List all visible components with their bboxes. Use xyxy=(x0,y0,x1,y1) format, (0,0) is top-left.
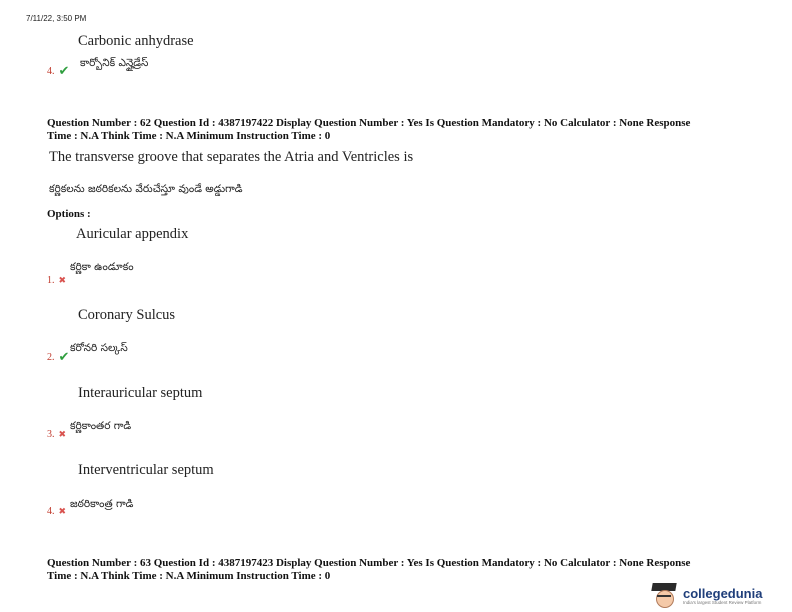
cross-icon: ✖ xyxy=(58,429,67,440)
question-62-meta xyxy=(47,117,767,143)
prev-option-english: Carbonic anhydrase xyxy=(78,33,194,49)
option-2-telugu: కరోనరి సల్కస్ xyxy=(70,342,128,354)
option-4-marker xyxy=(47,506,66,517)
question-meta-line-1: Question Number : 63 Question Id : 4387197423 Display Question Number : Yes Is Question Mandatory : No Calculator : None Response xyxy=(47,557,691,569)
question-meta-line-2: Time : N.A Think Time : N.A Minimum Instruction Time : 0 xyxy=(47,570,331,582)
question-meta-line-1: Question Number : 62 Question Id : 4387197422 Display Question Number : Yes Is Question Mandatory : No Calculator : None Response xyxy=(47,117,691,129)
print-timestamp: 7/11/22, 3:50 PM xyxy=(26,14,87,23)
option-1-english: Auricular appendix xyxy=(76,226,189,242)
option-number: 3. xyxy=(47,429,55,440)
cross-icon: ✖ xyxy=(58,275,67,286)
question-meta-line-2: Time : N.A Think Time : N.A Minimum Instruction Time : 0 xyxy=(47,130,331,142)
logo-name: collegedunia xyxy=(683,585,763,601)
options-label: Options : xyxy=(47,208,91,220)
collegedunia-logo xyxy=(650,580,792,612)
question-text-telugu: కర్ణికలను జఠరికలను వేరుచేస్తూ వుండే అడ్డుగాడి xyxy=(49,183,243,195)
option-number: 1. xyxy=(47,275,55,286)
option-3-marker xyxy=(47,429,66,440)
option-3-telugu: కర్ణికాంతర గాడి xyxy=(70,420,132,432)
prev-option-marker xyxy=(47,64,69,79)
option-number: 4. xyxy=(47,66,55,77)
option-1-marker xyxy=(47,275,66,286)
question-text-english: The transverse groove that separates the Atria and Ventricles is xyxy=(49,149,414,165)
option-2-english: Coronary Sulcus xyxy=(78,307,176,323)
option-4-telugu: జఠరికాంత్ర గాడి xyxy=(70,498,134,510)
check-icon: ✔ xyxy=(58,64,70,79)
cross-icon: ✖ xyxy=(58,506,67,517)
option-2-marker xyxy=(47,350,69,365)
option-number: 4. xyxy=(47,506,55,517)
option-number: 2. xyxy=(47,352,55,363)
option-4-english: Interventricular septum xyxy=(78,462,214,478)
logo-tagline: India's largest Student Review Platform xyxy=(683,599,762,605)
option-1-telugu: కర్ణికా ఉండూకం xyxy=(70,261,134,273)
prev-option-telugu: కార్బోనిక్ ఎన్హైడ్రేస్ xyxy=(80,57,149,69)
check-icon: ✔ xyxy=(58,350,70,365)
option-3-english: Interauricular septum xyxy=(78,385,203,401)
mascot-icon xyxy=(650,583,678,609)
